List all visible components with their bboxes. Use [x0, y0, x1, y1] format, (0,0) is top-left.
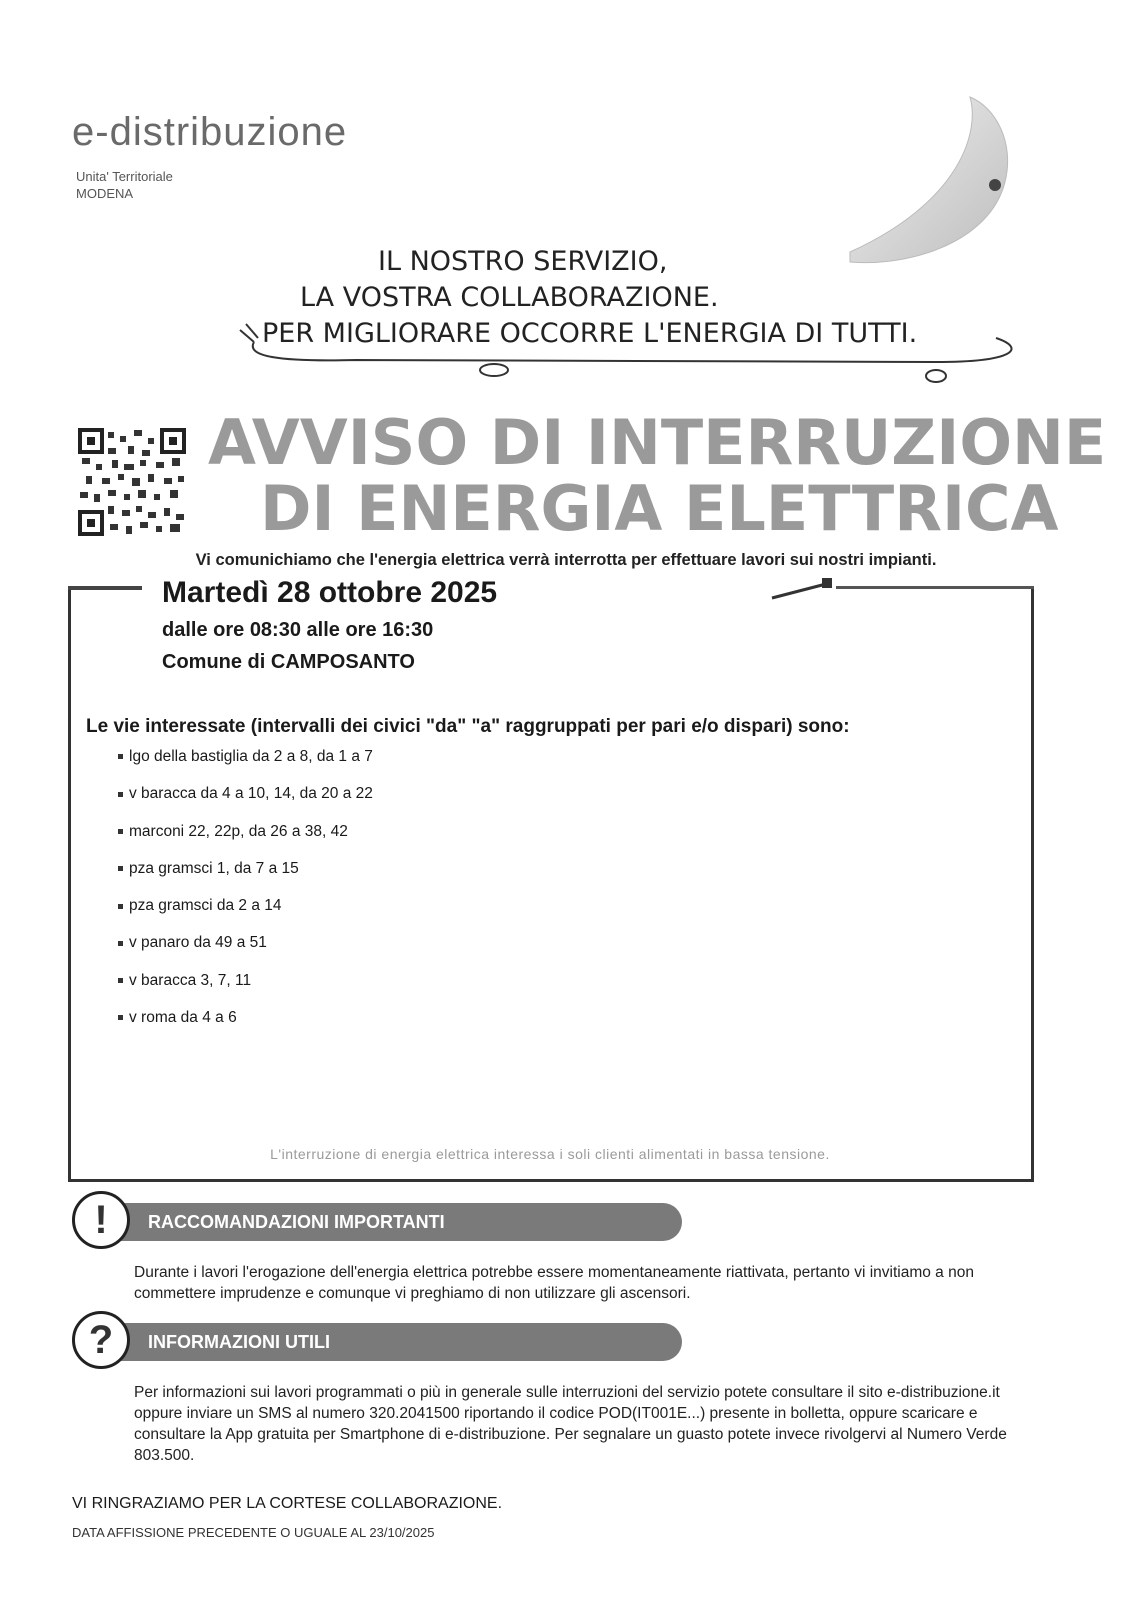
qr-code[interactable]	[78, 428, 186, 536]
bullet-icon	[118, 829, 123, 834]
list-item	[118, 746, 373, 783]
street-text: pza gramsci da 2 a 14	[129, 897, 282, 915]
territorial-unit	[76, 168, 173, 202]
slogan-line-3: PER MIGLIORARE OCCORRE L'ENERGIA DI TUTTI.	[262, 318, 918, 349]
unit-city: MODENA	[76, 186, 134, 201]
recommendations-header: RACCOMANDAZIONI IMPORTANTI	[118, 1203, 682, 1241]
bullet-icon	[118, 904, 123, 909]
unit-label: Unita' Territoriale	[76, 169, 173, 184]
info-text: Per informazioni sui lavori programmati o più in generale sulle interruzioni del servizio potete consultare il sito e-distribuzione.it oppure inviare un SMS al numero 320.2041500 riportando il codice POD(IT001E...) presente in bolletta, oppure scaricare e consultare la App gratuita per Smartphone di e-distribuzione. Per segnalare un guasto potete invece rivolgervi al Numero Verde 803.500.	[134, 1384, 1007, 1464]
street-text: marconi 22, 22p, da 26 a 38, 42	[129, 822, 348, 840]
title-line-1: AVVISO DI INTERRUZIONE	[208, 406, 1107, 479]
list-item	[118, 821, 373, 858]
low-voltage-note: L'interruzione di energia elettrica interessa i soli clienti alimentati in bassa tensione.	[270, 1146, 830, 1162]
street-text: v panaro da 49 a 51	[129, 934, 267, 952]
info-header: INFORMAZIONI UTILI	[118, 1323, 682, 1361]
interruption-date: Martedì 28 ottobre 2025	[162, 576, 498, 609]
streets-intro: Le vie interessate (intervalli dei civici "da" "a" raggruppati per pari e/o dispari) sono:	[86, 716, 850, 737]
box-border-left	[68, 586, 142, 590]
list-item	[118, 932, 373, 969]
list-item	[118, 895, 373, 932]
street-text: v baracca 3, 7, 11	[129, 971, 252, 989]
recommendations-text: Durante i lavori l'erogazione dell'energia elettrica potrebbe essere momentaneamente riattivata, pertanto vi invitiamo a non commettere imprudenze e comunque vi preghiamo di non utilizzare gli ascensori.	[134, 1264, 974, 1302]
slogan-line-2: LA VOSTRA COLLABORAZIONE.	[300, 282, 719, 313]
box-border-right	[836, 586, 1034, 589]
bullet-icon	[118, 792, 123, 797]
company-logo: e-distribuzione	[72, 110, 348, 154]
posting-date: DATA AFFISSIONE PRECEDENTE O UGUALE AL 23/10/2025	[72, 1525, 435, 1540]
street-text: lgo della bastiglia da 2 a 8, da 1 a 7	[129, 748, 373, 765]
street-text: v baracca da 4 a 10, 14, da 20 a 22	[129, 785, 373, 803]
bullet-icon	[118, 866, 123, 871]
bullet-icon	[118, 941, 123, 946]
list-item	[118, 1007, 373, 1044]
list-item	[118, 783, 373, 820]
question-icon: ?	[72, 1311, 130, 1369]
list-item	[118, 970, 373, 1007]
streets-list	[118, 746, 373, 1044]
municipality: Comune di CAMPOSANTO	[162, 651, 415, 673]
street-text: pza gramsci 1, da 7 a 15	[129, 859, 299, 877]
list-item	[118, 858, 373, 895]
notice-title	[208, 406, 1107, 545]
bullet-icon	[118, 754, 123, 759]
title-line-2: DI ENERGIA ELETTRICA	[260, 472, 1059, 545]
exclamation-icon: !	[72, 1191, 130, 1249]
intro-text: Vi comunichiamo che l'energia elettrica verrà interrotta per effettuare lavori sui nostri impianti.	[195, 551, 937, 569]
bullet-icon	[118, 1015, 123, 1020]
thanks-text: VI RINGRAZIAMO PER LA CORTESE COLLABORAZIONE.	[72, 1495, 503, 1512]
plug-cable-icon	[236, 320, 1036, 390]
street-text: v roma da 4 a 6	[129, 1009, 237, 1027]
bullet-icon	[118, 978, 123, 983]
cable-plug-icon	[770, 576, 840, 602]
interruption-hours: dalle ore 08:30 alle ore 16:30	[162, 619, 434, 641]
slogan-line-1: IL NOSTRO SERVIZIO,	[378, 246, 668, 277]
